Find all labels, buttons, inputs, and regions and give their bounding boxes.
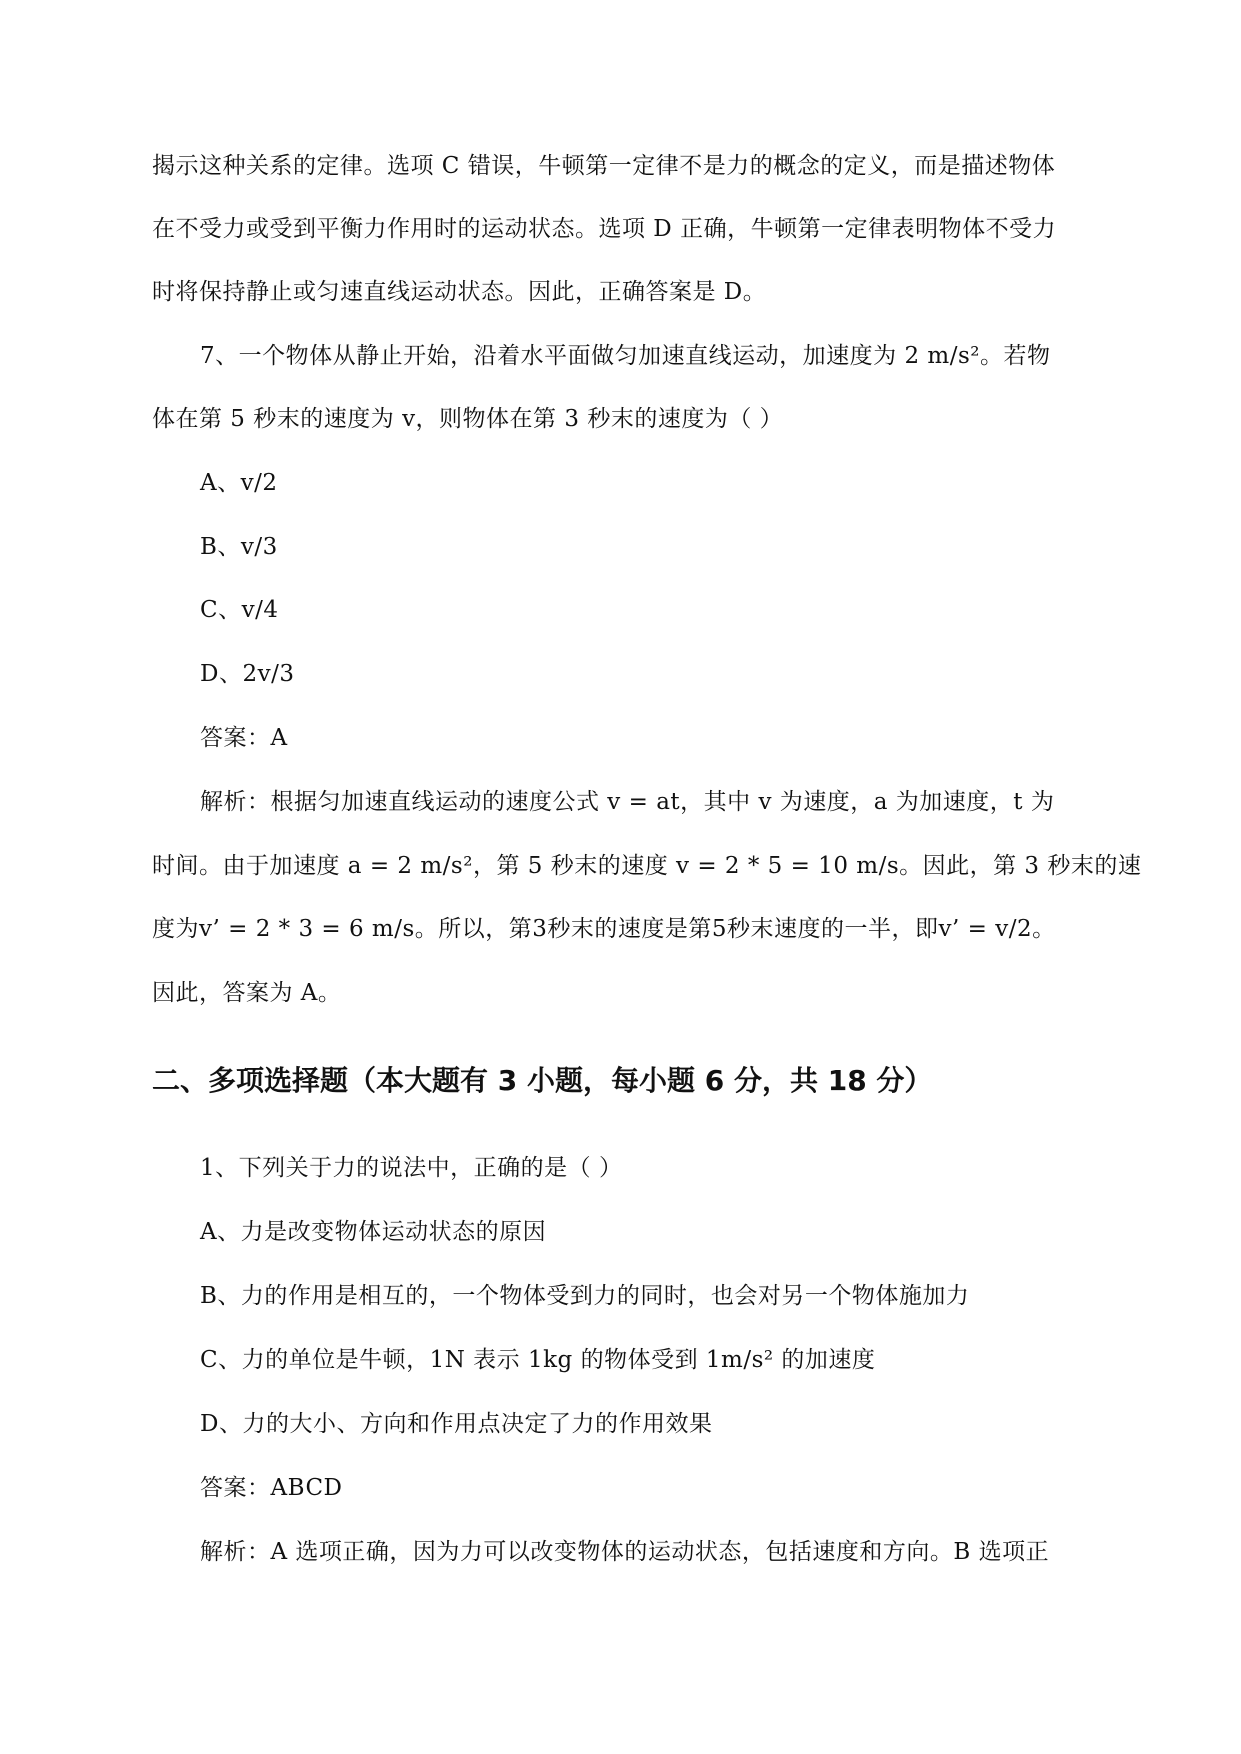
q7-analysis-line-2: 时间。由于加速度 a = 2 m/s²，第 5 秒末的速度 v = 2 * 5 = 10 m/s。因此，第 3 秒末的速 <box>152 853 1142 879</box>
q7-stem-line-2: 体在第 5 秒末的速度为 v，则物体在第 3 秒末的速度为（ ） <box>152 406 784 432</box>
q7-option-b: B、v/3 <box>200 534 278 560</box>
mq1-option-a: A、力是改变物体运动状态的原因 <box>200 1219 547 1245</box>
mq1-stem: 1、下列关于力的说法中，正确的是（ ） <box>200 1155 623 1181</box>
prev-explanation-line-1: 揭示这种关系的定律。选项 C 错误，牛顿第一定律不是力的概念的定义，而是描述物体 <box>152 153 1056 179</box>
mq1-analysis-line-1: 解析：A 选项正确，因为力可以改变物体的运动状态，包括速度和方向。B 选项正 <box>200 1539 1050 1565</box>
mq1-answer: 答案：ABCD <box>200 1475 343 1501</box>
q7-stem-line-1: 7、一个物体从静止开始，沿着水平面做匀加速直线运动，加速度为 2 m/s²。若物 <box>200 343 1051 369</box>
q7-option-d: D、2v/3 <box>200 661 295 687</box>
q7-analysis-line-3: 度为v’ = 2 * 3 = 6 m/s。所以，第3秒末的速度是第5秒末速度的一半，即v’ = v/2。 <box>152 916 1056 942</box>
mq1-option-b: B、力的作用是相互的，一个物体受到力的同时，也会对另一个物体施加力 <box>200 1283 970 1309</box>
q7-analysis-line-4: 因此，答案为 A。 <box>152 980 342 1006</box>
q7-answer: 答案：A <box>200 725 288 751</box>
q7-option-a: A、v/2 <box>200 470 278 496</box>
section-heading: 二、多项选择题（本大题有 3 小题，每小题 6 分，共 18 分） <box>152 1064 933 1097</box>
q7-option-c: C、v/4 <box>200 597 279 623</box>
prev-explanation-line-2: 在不受力或受到平衡力作用时的运动状态。选项 D 正确，牛顿第一定律表明物体不受力 <box>152 216 1057 242</box>
q7-analysis-line-1: 解析：根据匀加速直线运动的速度公式 v = at，其中 v 为速度，a 为加速度，t 为 <box>200 789 1055 815</box>
prev-explanation-line-3: 时将保持静止或匀速直线运动状态。因此，正确答案是 D。 <box>152 279 767 305</box>
mq1-option-c: C、力的单位是牛顿，1N 表示 1kg 的物体受到 1m/s² 的加速度 <box>200 1347 876 1373</box>
mq1-option-d: D、力的大小、方向和作用点决定了力的作用效果 <box>200 1411 713 1437</box>
